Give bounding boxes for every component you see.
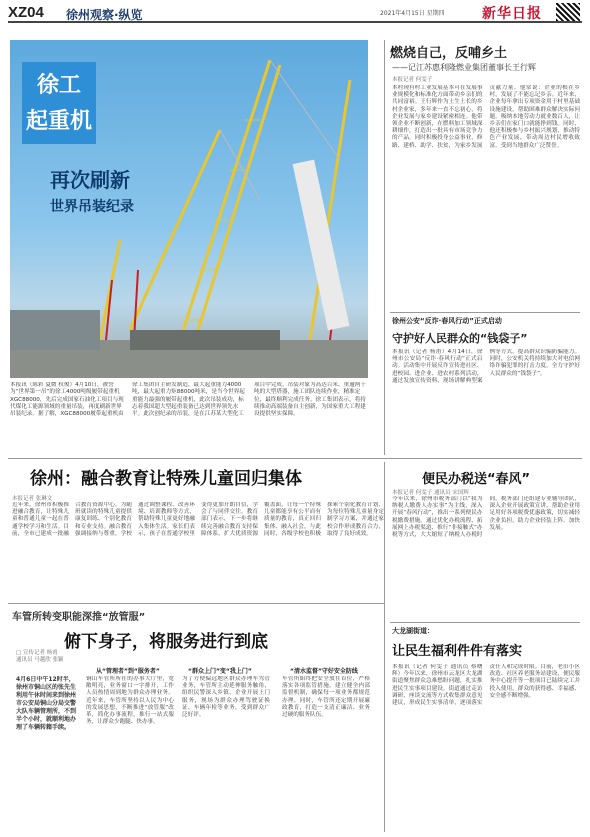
newspaper-logo: 新华日报 [482,6,542,22]
divider [8,603,384,604]
photo-caption: 本报讯（陈彩 夏微 权俊）4月10日，被誉为“世界第一吊”的徐工4000吨级履带起重机XGC88000，先后完成国家石油化工项目与现代煤化工能源领域的重量吊装，再度刷新世界吊装纪录。据了解，XGC88000履带起重机由徐工集团自主研发制造，最大起重能力4000吨，最大起重力矩88000吨米，是当今世界起重能力最强的履带起重机，此次吊装成功，标志着我国超大型起重装备已达到世界领先水平。此次创纪录的吊装，是在江苏某大型化工项目中完成。吊装对象为高达百米、重逾两千吨的大型塔器，施工团队连续作业，精准定位，最终顺利完成任务。徐工集团表示，将持续推动高端装备自主创新，为国家重大工程建设提供坚实保障。 [10,382,366,418]
crane-photo [10,40,368,378]
section-subhead: “清水监督”守好安全防线 [290,668,358,675]
article-body: 今年以来，徐州市税务部门以“我为纳税人缴费人办实事”为主线，深入开展“春风行动”，推出一系列便民办税缴费措施。通过优化办税流程、拓展网上办税渠道、推行“非接触式”办税等方式，大大缩短了纳税人办税时间。税务部门还组建专业辅导团队，深入企业开展政策宣讲，帮助企业用足用好各项税费优惠政策，切实减轻企业负担，助力企业轻装上阵、加快发展。 [392,496,580,539]
article-kicker: 车管所转变职能深推“放管服” [12,612,146,623]
article-kicker: 大龙湖街道： [392,627,434,635]
article-title: 让民生福利件件有落实 [392,644,523,659]
column-divider [384,462,385,832]
divider [390,312,580,313]
article-body: 为了方便偏远地区群众办理车驾管业务，车管所主动延伸服务触角，组织民警深入乡镇、企业开展上门服务，现场为群众办理驾驶证换证、车辆年检等业务，受到群众广泛好评。 [182,676,270,719]
article-body: 本村现有村工业发展基本可在发展事业规模化和标准化方面带动乡亲们的共同富裕。王行辉作为土生土长的乡村企业家，多年来一直不忘初心，将企业发展与家乡建设紧密相连。他带领企业不断创新，在燃料加工领域深耕细作，打造出一批具有市场竞争力的产品，同时积极投身公益事业，修路、建桥、助学、扶贫，为家乡发展贡献力量。他常说：企业的根在乡村，发展了不能忘记乡亲。近年来，企业每年拿出专项资金用于村里基础设施建设，帮助困难群众解决实际问题，吸纳本地劳动力就业数百人，让乡亲们在家门口就能挣到钱。同时，他还积极参与乡村振兴规划，推动特色产业发展，带动周边村民增收致富，受到当地群众广泛赞誉。 [392,85,580,149]
divider [8,458,582,459]
page-header [8,3,582,23]
lead-subheadline: 世界吊装纪录 [50,199,134,215]
article-byline: 本报记者 何雯子 [392,77,433,83]
article-body: 本报讯（记者 何雯子 通讯员 蔡曙辉）今年以来，徐州市云龙区大龙湖街道聚焦群众急难愁盼问题，扎实推进民生实事项目建设。街道通过走访调研、座谈交流等方式收集群众意见建议，形成民生实事清单，逐项落实责任人和完成时限。目前，老旧小区改造、社区养老服务站建设、便民服务中心提升等一批项目已陆续完工并投入使用，群众的获得感、幸福感、安全感不断增强。 [392,664,580,707]
article-subtitle: ——记江苏惠利隆燃业集团董事长王行辉 [392,63,536,72]
article-byline: 本报记者 何雯子 通讯员 宋国辉 [392,490,469,496]
article-kicker: 徐州公安“反诈·春风行动”正式启动 [392,317,502,325]
lead-headline: 再次刷新 [50,168,130,192]
qr-code-icon [556,3,580,21]
title-badge [22,62,96,144]
issue-date: 2021年4月15日 星期四 [380,10,445,17]
badge-line2: 起重机 [25,109,92,134]
article-body: 近年来，徐州市积极推进融合教育，让特殊儿童和普通儿童一起在普通学校学习和生活。目前，全市已建成一批融合教育资源中心，为随班就读的特殊儿童提供康复训练、个别化教育和专业支持。融合教育强调接纳与尊重，学校通过调整课程、改善环境、培训教师等方式，帮助特殊儿童更好地融入集体生活。家长们表示，孩子在普通学校里变得更加开朗自信，学会了与同伴交往。教育部门表示，下一步将继续完善融合教育支持保障体系，扩大优质资源覆盖面，让每一个特殊儿童都能享有公平而有质量的教育，真正回归集体、融入社会。与此同时，各级学校也积极探索个别化教育计划，为每位特殊儿童量身定制学习方案，并通过家校合作形成教育合力，取得了良好成效。 [12,502,384,537]
article-title: 徐州：融合教育让特殊儿童回归集体 [30,469,302,489]
article-title: 燃烧自己，反哺乡土 [390,46,508,61]
section-subhead: 从“管理者”到“服务者” [96,668,160,675]
article-body: 车管所始终把安全放在首位，严格落实各项监管措施，建立健全内部监督机制，确保每一项业务都规范办理。同时，车管所还定期开展廉政教育，打造一支清正廉洁、业务过硬的服务队伍。 [282,676,370,719]
column-divider [384,40,385,455]
article-title: 便民办税送“春风” [422,472,531,487]
section-name: 徐州观察·纵览 [66,8,143,22]
article-title: 守护好人民群众的“钱袋子” [392,332,528,345]
article-lead: 4月6日中午12时半，徐州市铜山区的张先生利用午休时间来到徐州市公安局铜山分局交警大队车辆管理所，不到半个小时，就顺利地办理了车辆转籍手续。 [16,676,77,731]
divider [390,622,580,623]
article-body: 铜山车管所所在的办事大厅里，宽敞明亮，业务窗口一字排开，工作人员热情周到地为群众办理业务。近年来，车管所坚持以人民为中心的发展思想，不断推进“放管服”改革，简化办事流程，推行一站式服务，让群众少跑腿、快办事。 [86,676,174,726]
article-title: 俯下身子，将服务进行到底 [64,632,268,652]
article-body: 本报讯（记者 杨甫）4月14日，徐州市公安局“反诈·春风行动”正式启动。活动集中开展反诈宣传进社区、进校园、进企业、进农村系列活动，通过发放宣传资料、现场讲解典型案例等方式，提高群众识骗防骗能力。同时，公安机关将持续加大对电信网络诈骗犯罪的打击力度，全力守护好人民群众的“钱袋子”。 [392,349,580,384]
article-byline: 本报记者 张琳文 [12,496,53,502]
section-subhead: “群众上门”变“我上门” [188,668,252,675]
article-byline: □ 宣传记者 杨甫 通讯员 马越欣 张颖 [16,650,64,663]
badge-line1: 徐工 [36,73,81,98]
page-number: XZ04 [8,4,44,21]
